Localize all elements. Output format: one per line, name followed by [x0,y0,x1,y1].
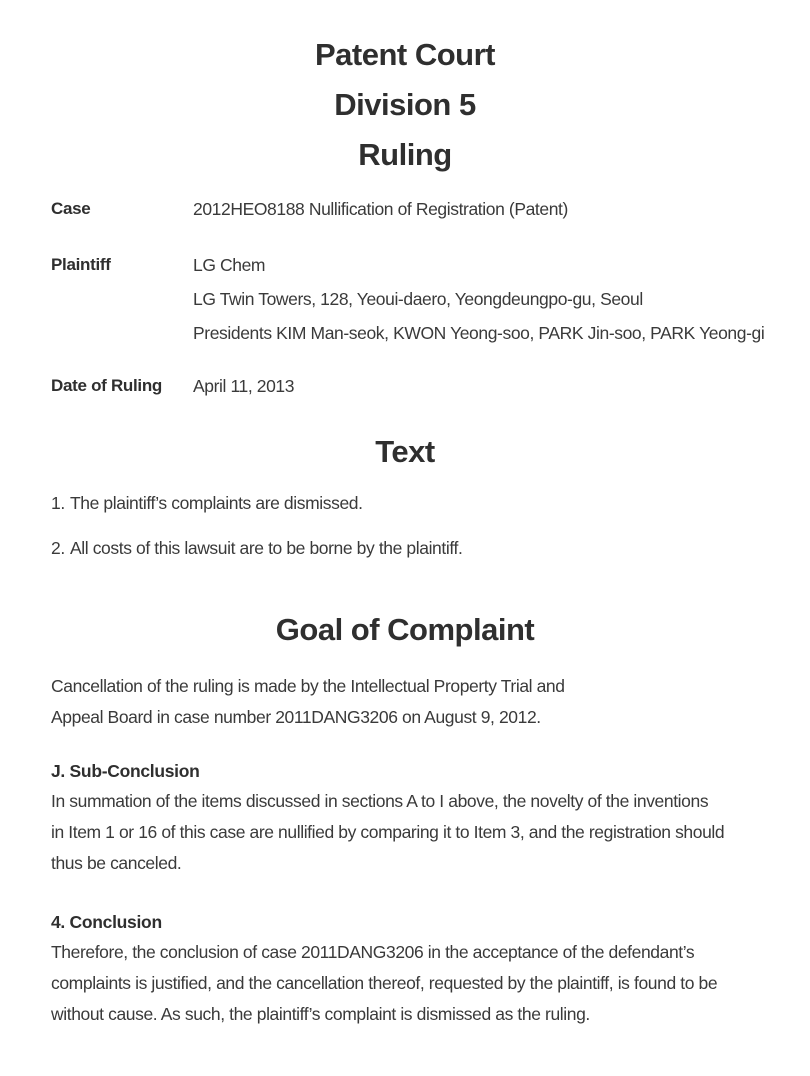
goal-heading: Goal of Complaint [275,612,535,647]
court-name: Patent Court [315,37,495,72]
list-item-text: The plaintiff’s complaints are dismissed. [70,493,363,513]
plaintiff-name: LG Chem [193,255,266,275]
division-name: Division 5 [334,87,476,122]
paragraph-line: thus be canceled. [51,853,182,873]
sub-conclusion-section [51,756,771,879]
plaintiff-representatives: Presidents KIM Man-seok, KWON Yeong-soo, PARK Jin-soo, PARK Yeong-gi [193,323,765,343]
paragraph-line: Cancellation of the ruling is made by the Intellectual Property Trial and [51,676,565,696]
date-value: April 11, 2013 [193,376,295,396]
list-item-number: 1. [51,493,65,513]
sub-conclusion-heading: J. Sub-Conclusion [51,761,200,781]
conclusion-paragraph [51,937,771,1030]
case-row [51,196,568,226]
plaintiff-label: Plaintiff [51,255,111,274]
date-label: Date of Ruling [51,376,163,395]
paragraph-line: Therefore, the conclusion of case 2011DANG3206 in the acceptance of the defendant’s [51,942,695,962]
case-label: Case [51,199,91,218]
paragraph-line: without cause. As such, the plaintiff’s complaint is dismissed as the ruling. [51,1004,590,1024]
list-item [51,535,771,561]
list-item-text: All costs of this lawsuit are to be borne by the plaintiff. [70,538,463,558]
conclusion-heading: 4. Conclusion [51,912,162,932]
paragraph-line: in Item 1 or 16 of this case are nullified by comparing it to Item 3, and the registration should [51,822,725,842]
plaintiff-address: LG Twin Towers, 128, Yeoui-daero, Yeongdeungpo-gu, Seoul [193,289,643,309]
list-item-number: 2. [51,538,65,558]
document-title [0,30,810,180]
goal-paragraph [51,671,766,732]
conclusion-section [51,907,771,1030]
text-heading: Text [375,434,435,469]
document-type: Ruling [358,137,452,172]
case-value: 2012HEO8188 Nullification of Registration (Patent) [193,199,568,219]
date-row [51,373,294,403]
paragraph-line: In summation of the items discussed in sections A to I above, the novelty of the inventions [51,791,709,811]
paragraph-line: Appeal Board in case number 2011DANG3206 on August 9, 2012. [51,706,541,727]
plaintiff-row [51,252,764,350]
ruling-list [51,490,771,580]
sub-conclusion-paragraph [51,786,771,879]
paragraph-line: complaints is justified, and the cancellation thereof, requested by the plaintiff, is found to be [51,973,718,993]
list-item [51,490,771,516]
